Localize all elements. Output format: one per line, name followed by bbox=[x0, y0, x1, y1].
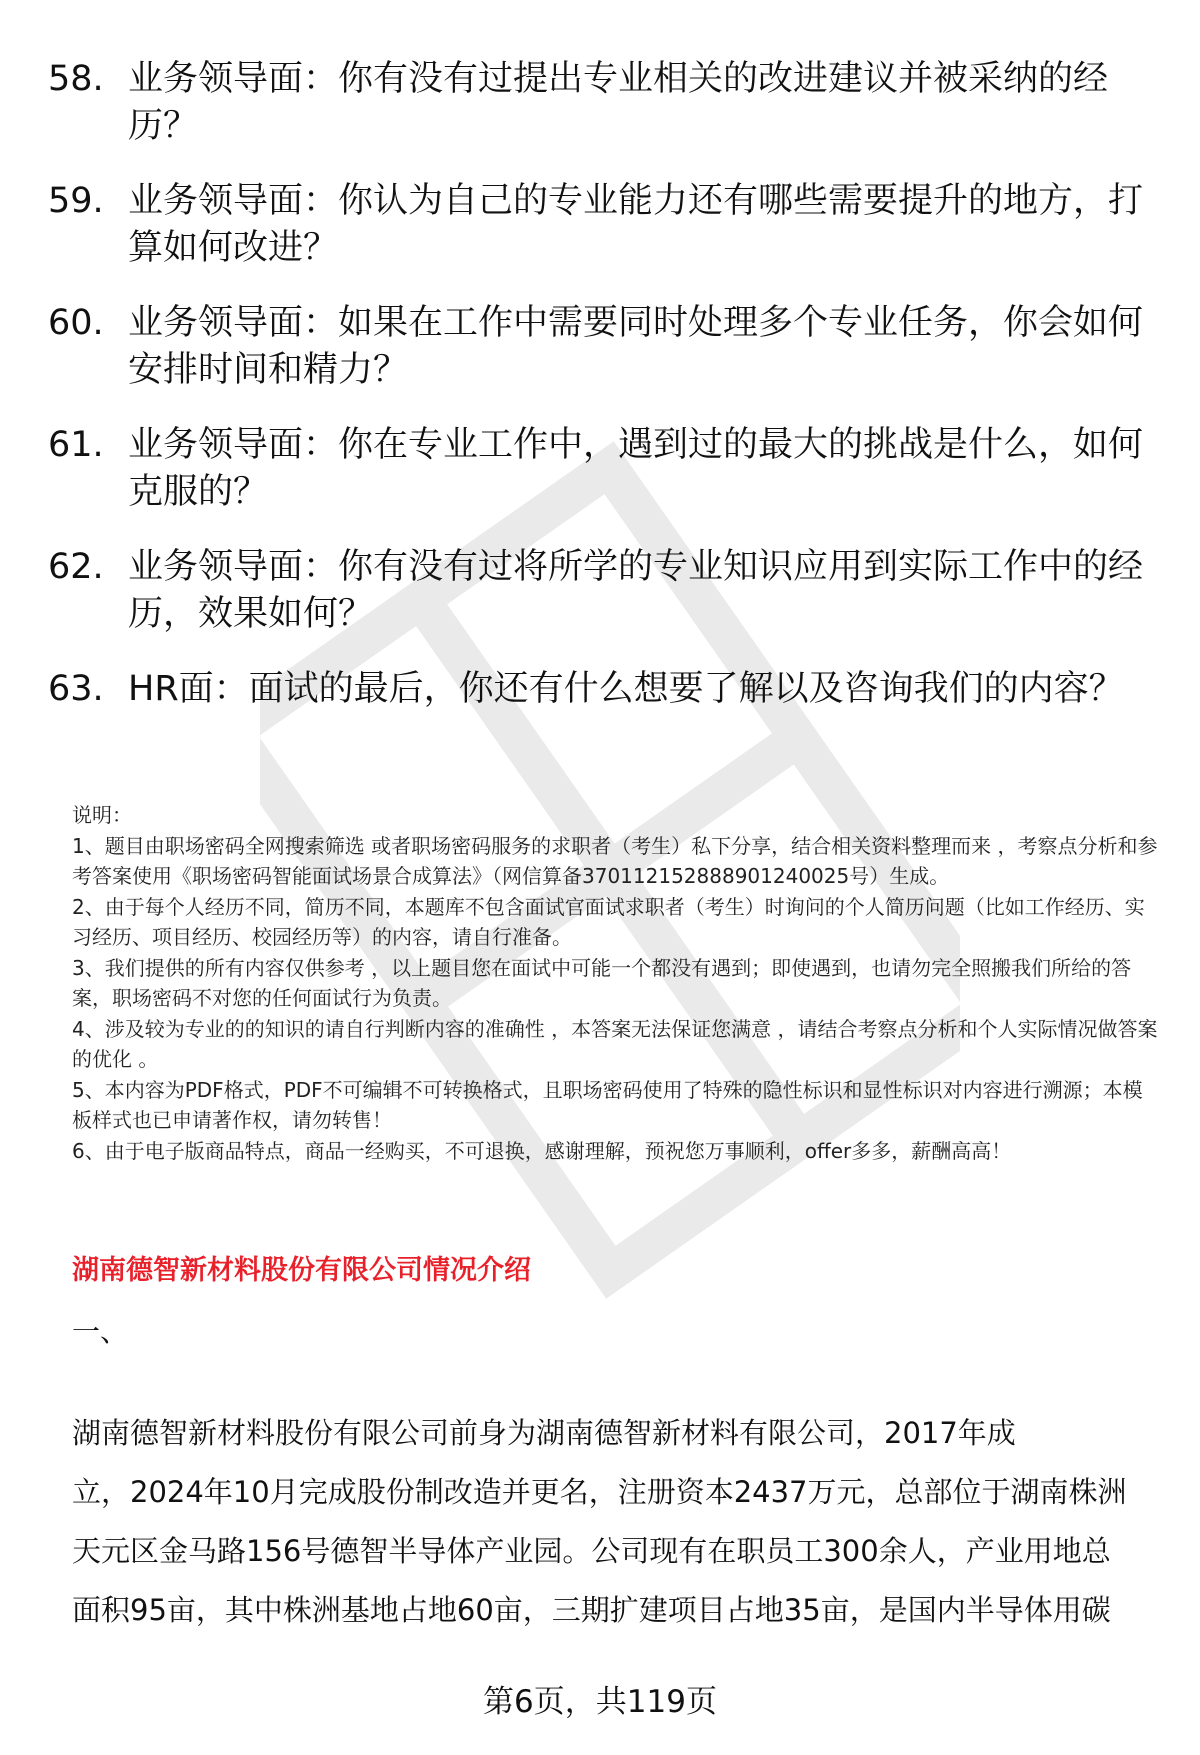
question-list bbox=[48, 56, 1158, 741]
note-item: 2、由于每个人经历不同，简历不同，本题库不包含面试官面试求职者（考生）时询问的个人简历问题（比如工作经历、实习经历、项目经历、校园经历等）的内容，请自行准备。 bbox=[72, 894, 1145, 949]
question-item bbox=[48, 56, 1158, 150]
question-number: 61. bbox=[48, 425, 104, 465]
note-item: 1、题目由职场密码全网搜索筛选 或者职场密码服务的求职者（考生）私下分享，结合相关资料整理而来 ，考察点分析和参考答案使用《职场密码智能面试场景合成算法》（网信算备370112152888901240025号）生成。 bbox=[72, 833, 1158, 888]
company-intro-text bbox=[72, 1404, 1152, 1640]
question-number: 59. bbox=[48, 181, 104, 221]
note-item: 6、由于电子版商品特点，商品一经购买，不可退换，感谢理解，预祝您万事顺利，offer多多，薪酬高高！ bbox=[72, 1138, 1012, 1163]
section-number: 一、 bbox=[72, 1315, 129, 1348]
question-number: 63. bbox=[48, 669, 104, 709]
question-item bbox=[48, 300, 1158, 394]
question-text: HR面：面试的最后，你还有什么想要了解以及咨询我们的内容？ bbox=[128, 669, 1124, 709]
question-text: 业务领导面：你有没有过将所学的专业知识应用到实际工作中的经历，效果如何？ bbox=[128, 547, 1144, 634]
page-footer: 第6页，共119页 bbox=[483, 1684, 717, 1720]
notes-block bbox=[72, 800, 1162, 1166]
question-text: 业务领导面：你在专业工作中，遇到过的最大的挑战是什么，如何克服的？ bbox=[128, 425, 1144, 512]
note-item: 4、涉及较为专业的的知识的请自行判断内容的准确性 ，本答案无法保证您满意 ，请结合考察点分析和个人实际情况做答案的优化 。 bbox=[72, 1016, 1158, 1071]
question-item bbox=[48, 544, 1158, 638]
question-item bbox=[48, 422, 1158, 516]
note-item: 3、我们提供的所有内容仅供参考 ，以上题目您在面试中可能一个都没有遇到；即使遇到，也请勿完全照搬我们所给的答案，职场密码不对您的任何面试行为负责。 bbox=[72, 955, 1132, 1010]
note-item: 5、本内容为PDF格式，PDF不可编辑不可转换格式，且职场密码使用了特殊的隐性标识和显性标识对内容进行溯源；本模板样式也已申请著作权，请勿转售！ bbox=[72, 1077, 1143, 1132]
notes-title: 说明： bbox=[72, 803, 132, 827]
question-text: 业务领导面：你认为自己的专业能力还有哪些需要提升的地方，打算如何改进？ bbox=[128, 181, 1144, 268]
intro-line: 天元区金马路156号德智半导体产业园。公司现有在职员工300余人，产业用地总 bbox=[72, 1534, 1111, 1568]
question-text: 业务领导面：如果在工作中需要同时处理多个专业任务，你会如何安排时间和精力？ bbox=[128, 303, 1144, 390]
intro-line: 湖南德智新材料股份有限公司前身为湖南德智新材料有限公司，2017年成 bbox=[72, 1416, 1016, 1450]
intro-line: 立，2024年10月完成股份制改造并更名，注册资本2437万元，总部位于湖南株洲 bbox=[72, 1475, 1127, 1509]
question-text: 业务领导面：你有没有过提出专业相关的改进建议并被采纳的经历？ bbox=[128, 59, 1109, 146]
intro-line: 面积95亩，其中株洲基地占地60亩，三期扩建项目占地35亩，是国内半导体用碳 bbox=[72, 1593, 1111, 1627]
question-number: 60. bbox=[48, 303, 104, 343]
question-number: 58. bbox=[48, 59, 104, 99]
company-section-title: 湖南德智新材料股份有限公司情况介绍 bbox=[72, 1255, 531, 1286]
question-item bbox=[48, 666, 1158, 713]
question-number: 62. bbox=[48, 547, 104, 587]
question-item bbox=[48, 178, 1158, 272]
